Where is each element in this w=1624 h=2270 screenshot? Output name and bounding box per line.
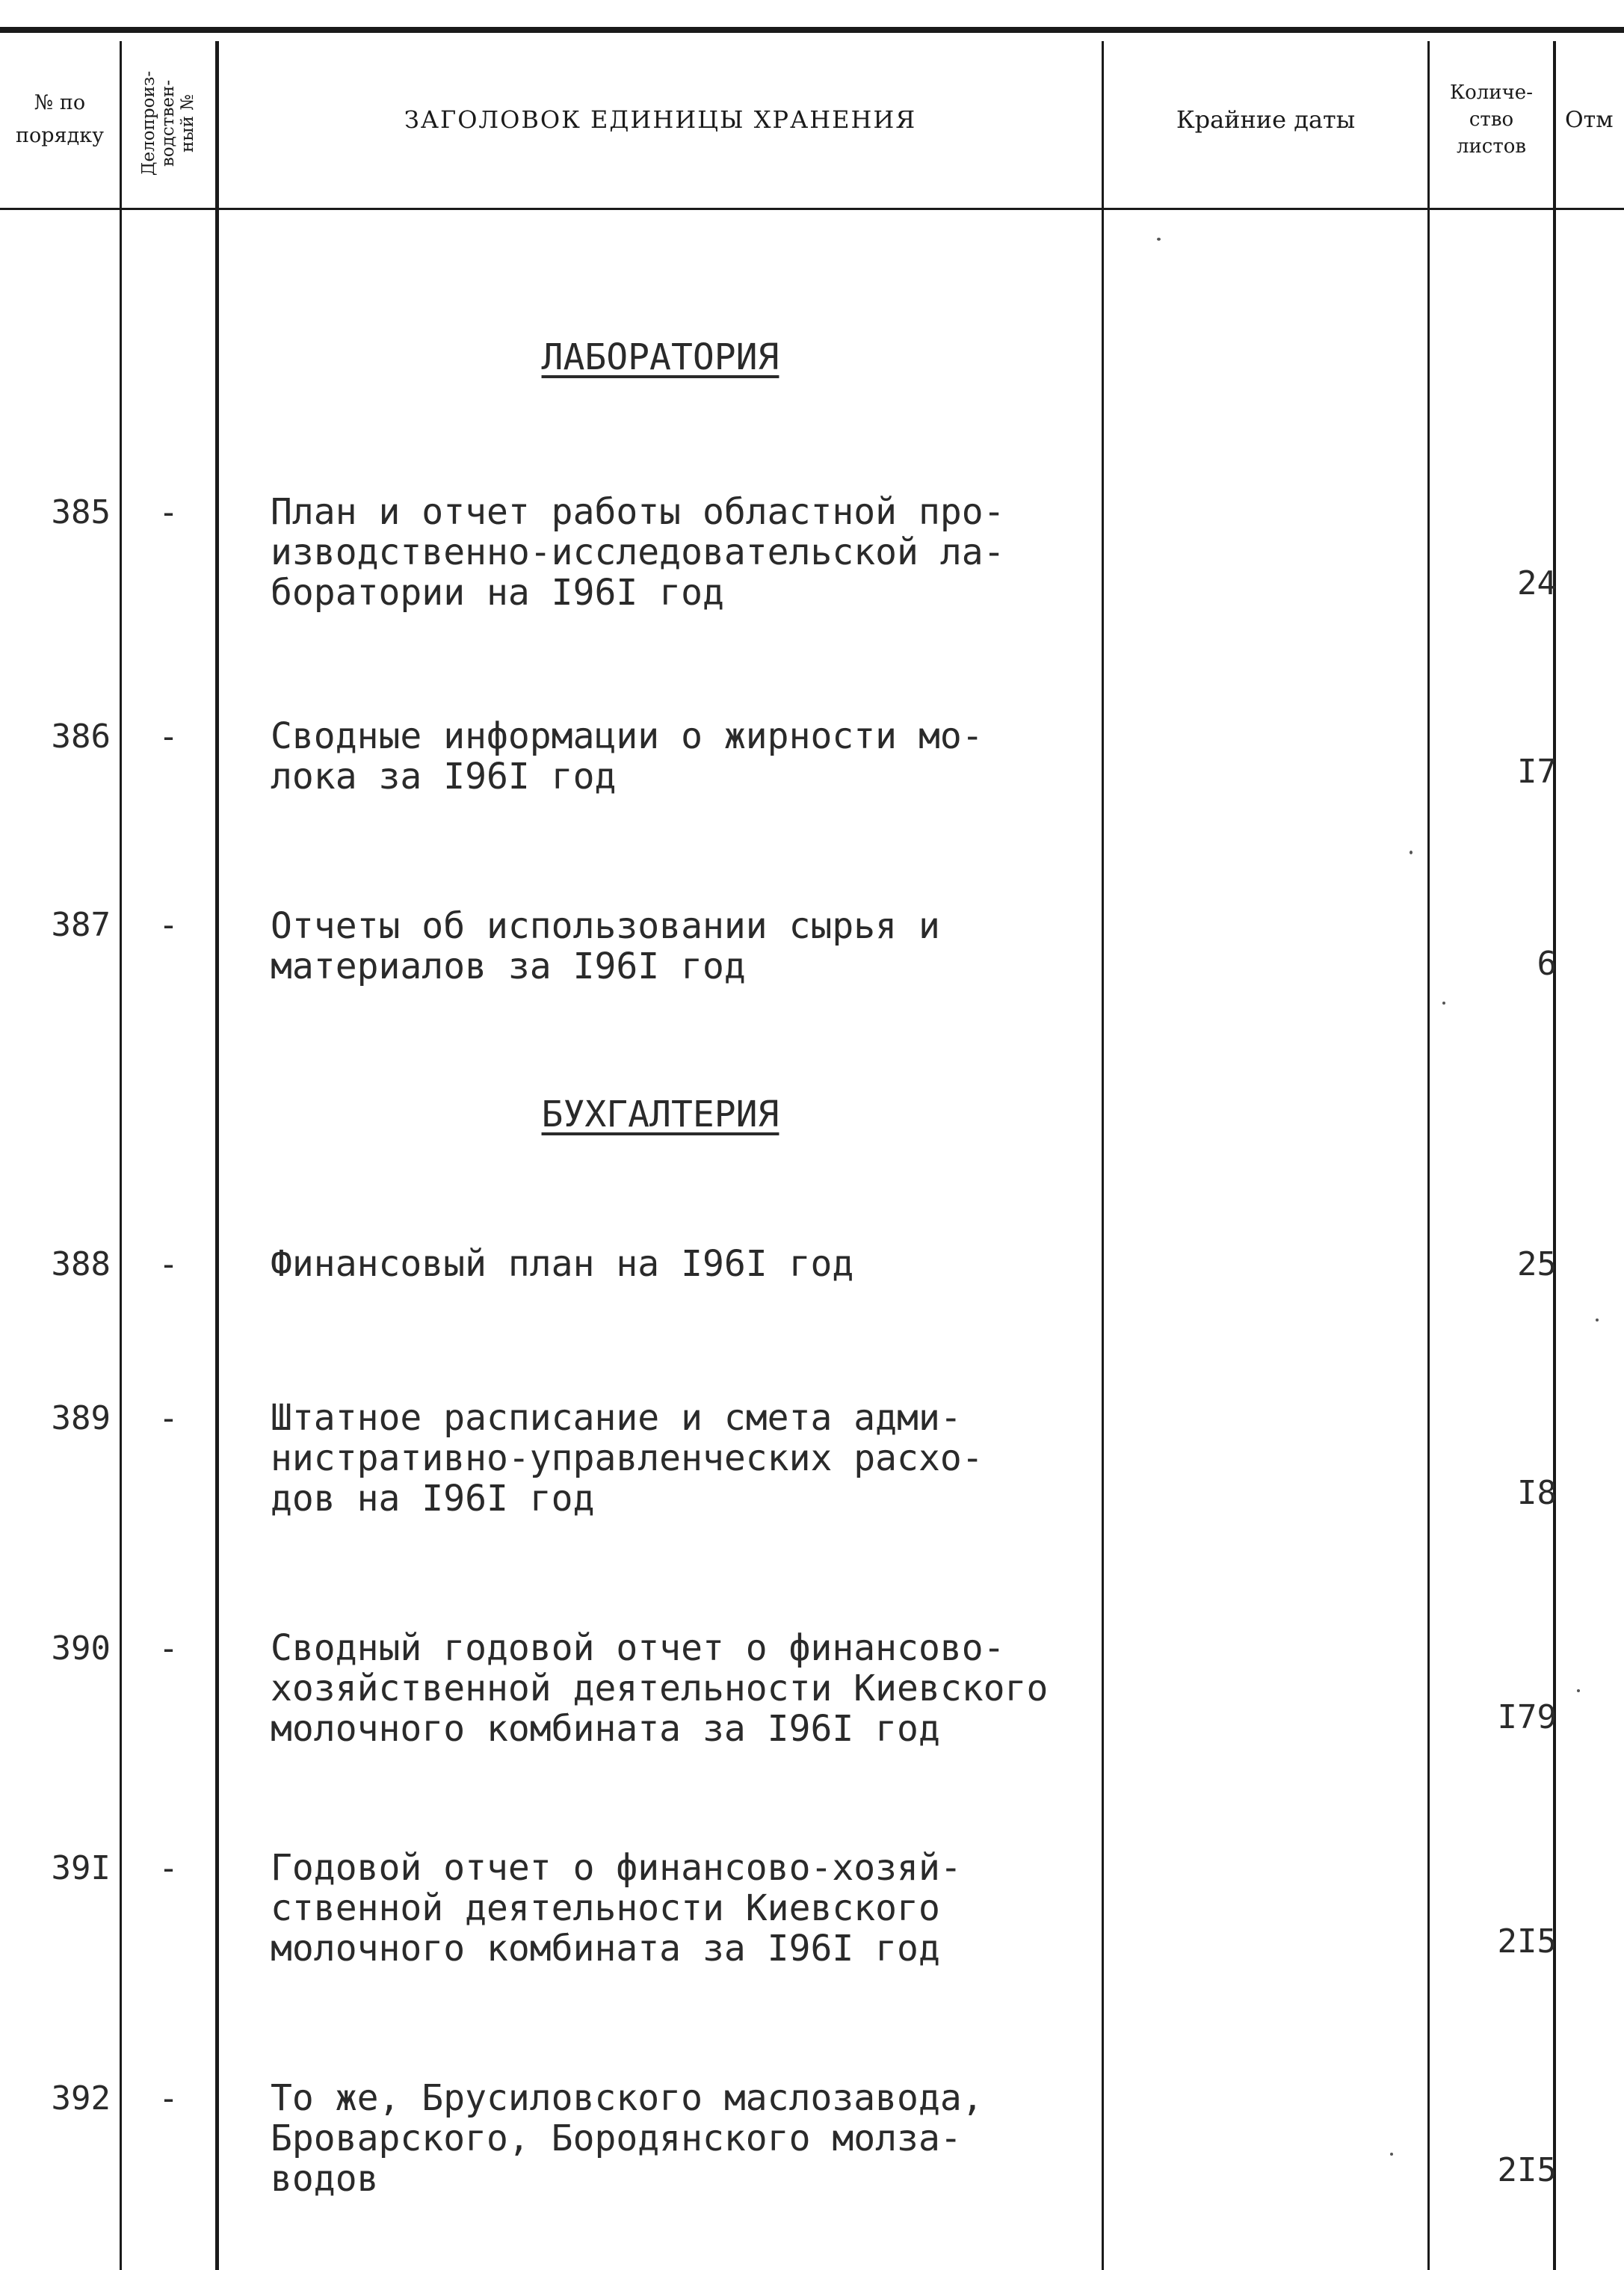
entry-title-line: материалов за I96I год bbox=[271, 946, 746, 987]
entry-title-line: водов bbox=[271, 2158, 379, 2200]
header-count-column bbox=[1430, 71, 1553, 168]
entry-title-line: ственной деятельности Киевского bbox=[271, 1887, 940, 1929]
entry-number: 390 bbox=[51, 1629, 111, 1668]
scan-speck bbox=[1442, 1002, 1445, 1005]
entry-number: 386 bbox=[51, 718, 111, 756]
entry-title bbox=[271, 906, 940, 987]
entry-sheet-count: 24 bbox=[1517, 564, 1557, 602]
section-heading: БУХГАЛТЕРИЯ bbox=[541, 1094, 779, 1135]
entry-title-line: Штатное расписание и смета адми- bbox=[271, 1397, 962, 1439]
entry-title-line: хозяйственной деятельности Киевского bbox=[271, 1668, 1049, 1709]
entry-number: 388 bbox=[51, 1245, 111, 1283]
entry-title-line: Сводный годовой отчет о финансово- bbox=[271, 1627, 1005, 1669]
entry-number: 385 bbox=[51, 493, 111, 531]
entry-delo-number: - bbox=[158, 1399, 179, 1437]
entry-title-line: План и отчет работы областной про- bbox=[271, 491, 1005, 533]
scan-speck bbox=[1596, 1318, 1599, 1321]
header-notes-column: Отм bbox=[1565, 106, 1614, 133]
entry-delo-number: - bbox=[158, 1629, 179, 1668]
entry-title bbox=[271, 716, 984, 797]
entry-delo-number: - bbox=[158, 906, 179, 944]
header-dates-column: Крайние даты bbox=[1176, 105, 1356, 134]
entry-title-line: дов на I96I год bbox=[271, 1478, 595, 1520]
entry-title bbox=[271, 1628, 1048, 1749]
entry-sheet-count: 2I5 bbox=[1497, 1922, 1557, 1961]
entry-title-line: Годовой отчет о финансово-хозяй- bbox=[271, 1847, 962, 1889]
entry-number: 392 bbox=[51, 2079, 111, 2118]
entry-title bbox=[271, 1848, 962, 1969]
entry-title bbox=[271, 1398, 984, 1519]
scan-speck bbox=[1390, 2153, 1393, 2156]
entry-delo-number: - bbox=[158, 2079, 179, 2118]
entry-title-line: молочного комбината за I96I год bbox=[271, 1928, 940, 1970]
header-number-column bbox=[0, 75, 120, 164]
scan-speck bbox=[1410, 851, 1412, 854]
header-count-line: листов bbox=[1456, 135, 1527, 158]
entry-title-line: изводственно-исследовательской ла- bbox=[271, 531, 1005, 573]
header-count-line: Количе- bbox=[1450, 81, 1533, 104]
entry-number: 387 bbox=[51, 906, 111, 944]
entry-delo-number: - bbox=[158, 1245, 179, 1283]
entry-title-line: Сводные информации о жирности мо- bbox=[271, 715, 984, 757]
top-border-line bbox=[0, 27, 1624, 33]
header-bottom-line bbox=[0, 208, 1624, 210]
header-delo-line: Делопроиз- bbox=[139, 70, 159, 176]
entry-title-line: Финансовый план на I96I год bbox=[271, 1243, 854, 1285]
header-title-column: ЗАГОЛОВОК ЕДИНИЦЫ ХРАНЕНИЯ bbox=[404, 105, 917, 134]
entry-title-line: боратории на I96I год bbox=[271, 572, 724, 614]
entry-title-line: Броварского, Бородянского молза- bbox=[271, 2118, 962, 2159]
header-number-line: № по bbox=[34, 91, 86, 114]
header-delo-line: ный № bbox=[178, 93, 198, 153]
column-divider bbox=[1102, 41, 1104, 2270]
entry-sheet-count: I79 bbox=[1497, 1698, 1557, 1736]
scan-speck bbox=[1577, 1689, 1580, 1692]
section-heading: ЛАБОРАТОРИЯ bbox=[541, 336, 779, 378]
header-count-line: ство bbox=[1469, 108, 1514, 131]
entry-title bbox=[271, 1244, 853, 1284]
entry-sheet-count: I7 bbox=[1517, 753, 1557, 791]
entry-sheet-count: 25 bbox=[1517, 1245, 1557, 1283]
entry-title bbox=[271, 2078, 984, 2199]
entry-title bbox=[271, 492, 1005, 613]
entry-number: 389 bbox=[51, 1399, 111, 1437]
entry-title-line: То же, Брусиловского маслозавода, bbox=[271, 2077, 984, 2119]
entry-title-line: молочного комбината за I96I год bbox=[271, 1708, 940, 1750]
entry-delo-number: - bbox=[158, 1849, 179, 1887]
header-number-line: порядку bbox=[16, 124, 104, 147]
entry-sheet-count: 2I5 bbox=[1497, 2151, 1557, 2189]
entry-title-line: нистративно-управленческих расхо- bbox=[271, 1437, 984, 1479]
column-divider bbox=[120, 41, 122, 2270]
header-delo-line: водствен- bbox=[158, 79, 179, 167]
entry-delo-number: - bbox=[158, 718, 179, 756]
entry-sheet-count: 6 bbox=[1537, 945, 1557, 983]
entry-number: 39I bbox=[51, 1849, 111, 1887]
entry-delo-number: - bbox=[158, 493, 179, 531]
entry-title-line: лока за I96I год bbox=[271, 756, 617, 798]
header-delo-column bbox=[122, 45, 215, 202]
scan-speck bbox=[1157, 238, 1161, 241]
entry-title-line: Отчеты об использовании сырья и bbox=[271, 905, 940, 947]
entry-sheet-count: I8 bbox=[1517, 1474, 1557, 1512]
